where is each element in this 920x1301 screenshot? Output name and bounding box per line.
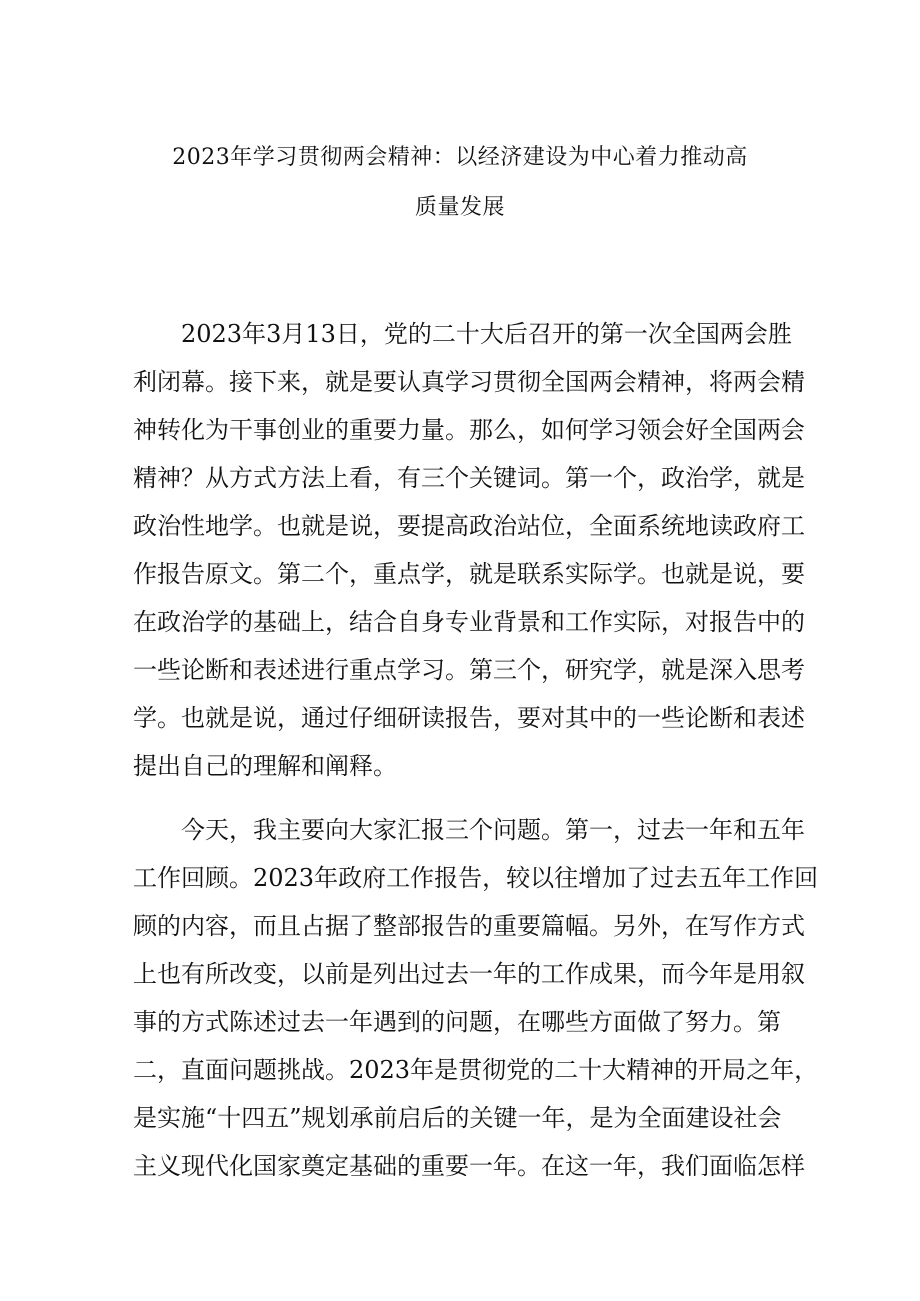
paragraph-1-line: 一些论断和表述进行重点学习。第三个，研究学，就是深入思考: [133, 656, 805, 684]
paragraph-2-line: 工作回顾。2023年政府工作报告，较以往增加了过去五年工作回: [133, 864, 819, 892]
document-title-line-2: 质量发展: [414, 195, 505, 220]
paragraph-1-line: 政治性地学。也就是说，要提高政治站位，全面系统地读政府工: [133, 512, 805, 540]
paragraph-2-line: 上也有所改变，以前是列出过去一年的工作成果，而今年是用叙: [133, 960, 805, 988]
paragraph-2-line: 顾的内容，而且占据了整部报告的重要篇幅。另外，在写作方式: [133, 912, 805, 940]
paragraph-1-line: 精神？从方式方法上看，有三个关键词。第一个，政治学，就是: [133, 464, 805, 492]
paragraph-2-line: 二，直面问题挑战。2023年是贯彻党的二十大精神的开局之年，: [133, 1056, 819, 1084]
paragraph-1-line: 2023年3月13日，党的二十大后召开的第一次全国两会胜: [181, 320, 792, 348]
paragraph-1-line: 学。也就是说，通过仔细研读报告，要对其中的一些论断和表述: [133, 704, 805, 732]
paragraph-2-line: 今天，我主要向大家汇报三个问题。第一，过去一年和五年: [181, 816, 805, 844]
paragraph-2-line: 是实施“十四五”规划承前启后的关键一年，是为全面建设社会: [133, 1104, 782, 1132]
paragraph-1-line: 作报告原文。第二个，重点学，就是联系实际学。也就是说，要: [133, 560, 805, 588]
paragraph-1-line: 在政治学的基础上，结合自身专业背景和工作实际，对报告中的: [133, 608, 805, 636]
paragraph-1-line: 利闭幕。接下来，就是要认真学习贯彻全国两会精神，将两会精: [133, 368, 805, 396]
paragraph-2-line: 主义现代化国家奠定基础的重要一年。在这一年，我们面临怎样: [133, 1152, 805, 1180]
paragraph-2-line: 事的方式陈述过去一年遇到的问题，在哪些方面做了努力。第: [133, 1008, 781, 1036]
paragraph-1-line: 神转化为干事创业的重要力量。那么，如何学习领会好全国两会: [133, 416, 805, 444]
paragraph-1-line: 提出自己的理解和阐释。: [133, 752, 397, 780]
document-title-line-1: 2023年学习贯彻两会精神：以经济建设为中心着力推动高: [172, 145, 748, 170]
